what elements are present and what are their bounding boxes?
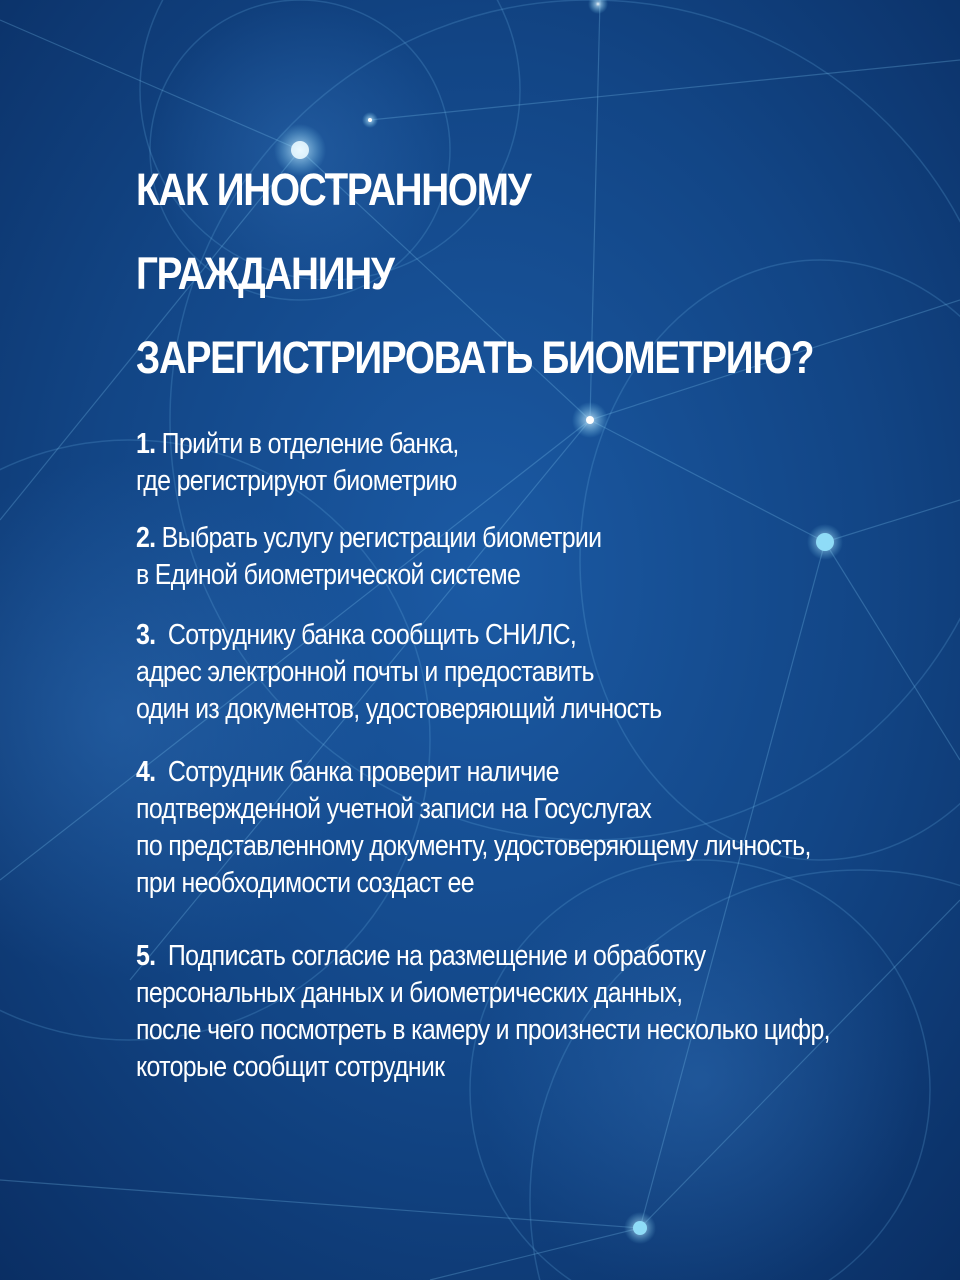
step-4 — [136, 754, 841, 902]
step-text: Сотруднику банка сообщить СНИЛС, — [167, 619, 577, 651]
page-title — [136, 148, 815, 400]
step-4-line-1 — [136, 754, 841, 791]
title-line-2: ГРАЖДАНИНУ — [136, 248, 394, 299]
step-text: в Единой биометрической системе — [136, 559, 521, 591]
step-text: после чего посмотреть в камеру и произнести несколько цифр, — [136, 1014, 830, 1046]
step-text: адрес электронной почты и предоставить — [136, 656, 594, 688]
step-number: 2. — [136, 522, 156, 554]
step-3 — [136, 617, 841, 728]
step-text: по представленному документу, удостоверяющему личность, — [136, 830, 811, 862]
step-number: 4. — [136, 756, 156, 788]
step-5-line-1 — [136, 938, 841, 975]
step-5 — [136, 938, 841, 1086]
title-line-1: КАК ИНОСТРАННОМУ — [136, 164, 531, 215]
step-number: 1. — [136, 428, 156, 460]
step-text: Подписать согласие на размещение и обработку — [167, 940, 706, 972]
step-2 — [136, 520, 841, 594]
step-text: Сотрудник банка проверит наличие — [167, 756, 559, 788]
step-text: Прийти в отделение банка, — [161, 428, 459, 460]
step-number: 3. — [136, 619, 156, 651]
step-text: один из документов, удостоверяющий личность — [136, 693, 662, 725]
content — [136, 0, 936, 1280]
step-text: которые сообщит сотрудник — [136, 1051, 445, 1083]
step-3-line-1 — [136, 617, 841, 654]
step-text: персональных данных и биометрических данных, — [136, 977, 683, 1009]
step-number: 5. — [136, 940, 156, 972]
step-text: при необходимости создаст ее — [136, 867, 474, 899]
step-text: подтвержденной учетной записи на Госуслугах — [136, 793, 652, 825]
step-2-line-1 — [136, 520, 841, 557]
step-1-line-1 — [136, 426, 841, 463]
step-text: Выбрать услугу регистрации биометрии — [161, 522, 602, 554]
step-text: где регистрируют биометрию — [136, 465, 457, 497]
title-line-3: ЗАРЕГИСТРИРОВАТЬ БИОМЕТРИЮ? — [136, 332, 814, 383]
step-1 — [136, 426, 841, 500]
